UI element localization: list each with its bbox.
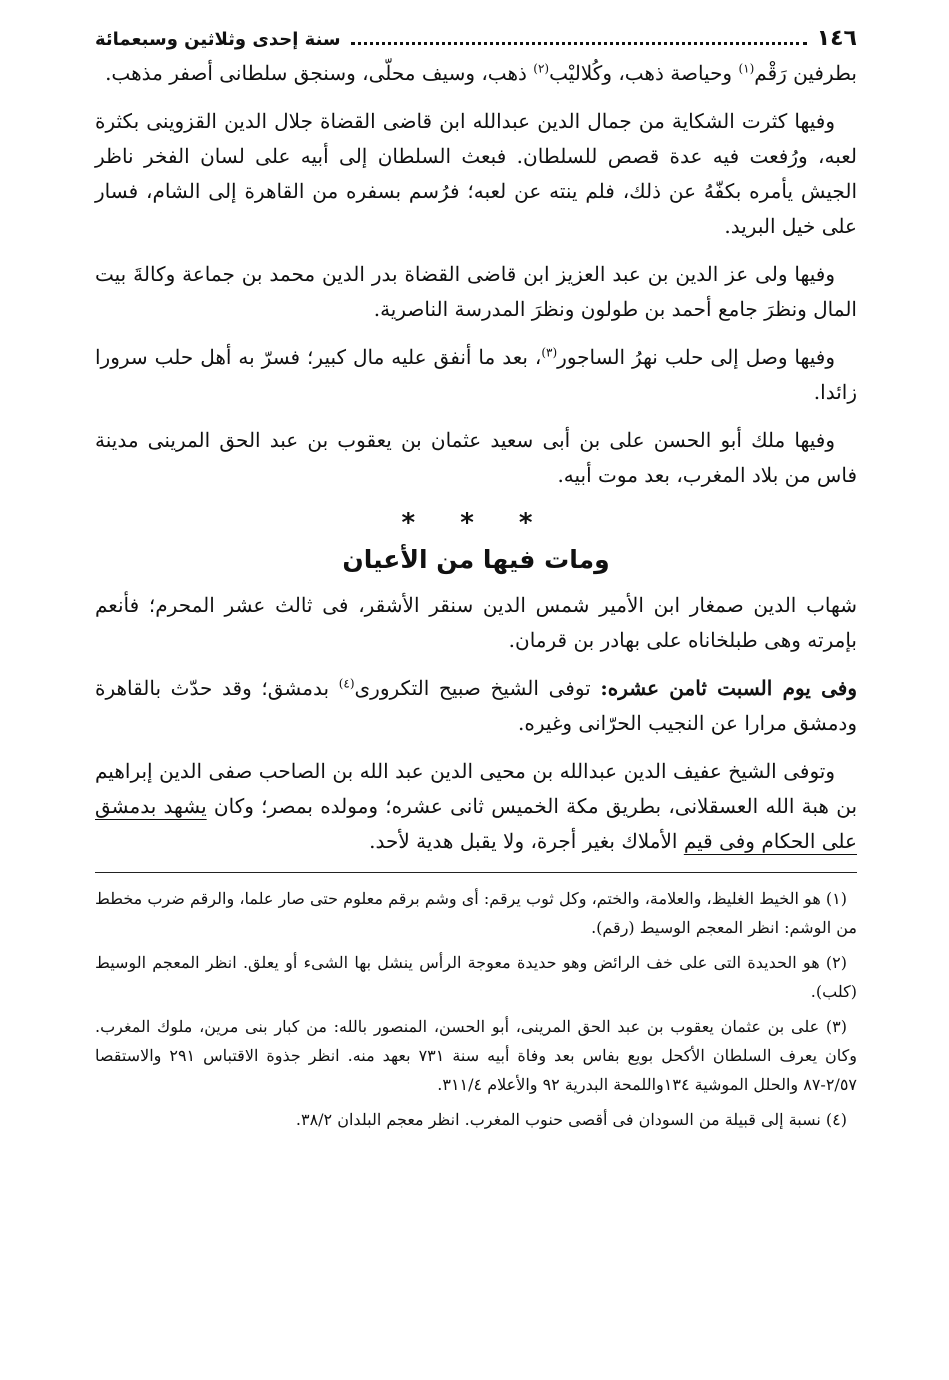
section-separator: * * * [401,508,551,538]
section-heading: ومات فيها من الأعيان [342,545,610,574]
leader-dots [351,24,807,45]
footnote-ref-4[interactable]: (٤) [338,676,355,691]
footnote-ref-1[interactable]: (١) [738,61,755,76]
death-entry-1: شهاب الدين صمغار ابن الأمير شمس الدين سنقر الأشقر، فى ثالث عشر المحرم؛ فأنعم بإمرته وهى طبلخاناه على بهادر بن قرمان. [95,593,857,652]
footnote-2: (٢) هو الحديدة التى على خف الرائض وهو حديدة معوجة الرأس ينشل بها الشىء أو يعلق. انظر المعجم الوسيط (كلب). [95,953,857,1001]
footnote-ref-2[interactable]: (٢) [533,61,550,76]
footnote-1: (١) هو الخيط الغليظ، والعلامة، والختم، وكل ثوب يرقم: أى وشم برقم معلوم حتى صار علما، والرقم ضرب مخطط من الوشم: انظر المعجم الوسيط (رقم). [95,889,857,937]
footnote-rule [95,872,857,874]
running-title: سنة إحدى وثلاثين وسبعمائة [95,29,341,50]
running-header [95,22,857,56]
paragraph-1 [95,56,857,91]
paragraph-1-text-a: بطرفين رَقْم [754,61,857,85]
paragraph-1-text-c: ذهب، وسيف محلّى، وسنجق سلطانى أصفر مذهب. [105,61,534,85]
underlined-phrase: يشهد بدمشق على الحكام وفى قيم [95,794,857,853]
paragraph-4 [95,340,857,410]
death-entry-3 [95,754,857,859]
page-number: ١٤٦ [816,26,857,51]
death-entry-3-text-a: وتوفى الشيخ عفيف الدين عبدالله بن محيى الدين عبد الله بن الصاحب صفى الدين إبراهيم بن هبة الله العسقلانى، بطريق مكة الخميس ثانى عشره؛ ومولده بمصر؛ وكان [95,759,858,818]
death-entry-3-text-b: الأملاك بغير أجرة، ولا يقبل هدية لأحد. [369,829,684,853]
paragraph-4-text-b: ، بعد ما أنفق عليه مال كبير؛ فسرّ به أهل حلب سرورا زائدا. [95,345,857,404]
footnote-ref-3[interactable]: (٣) [541,345,558,360]
book-page [95,22,857,1140]
paragraph-1-text-b: وحياصة ذهب، وكُلاليْب [549,61,739,85]
date-lead: وفى يوم السبت ثامن عشره: [600,676,857,700]
footnote-4: (٤) نسبة إلى قبيلة من السودان فى أقصى حنوب المغرب. انظر معجم البلدان ٣٨/٢. [295,1110,847,1129]
death-entry-2-text-b: بدمشق؛ وقد حدّث بالقاهرة ودمشق مرارا عن النجيب الحرّانى وغيره. [95,676,857,735]
death-entry-2-text-a: توفى الشيخ صبيح التكرورى [354,676,601,700]
footnote-3: (٣) على بن عثمان يعقوب بن عبد الحق المرينى، أبو الحسن، المنصور بالله: من كبار بنى مرين، ملوك المغرب. وكان يعرف السلطان الأكحل بويع بفاس بعد وفاة أبيه سنة ٧٣١ بعهد منه. انظر جذوة الاقتباس ٢٩١ والاستقصا ٢/٥٧-٨٧ والحلل الموشية ١٣٤واللمحة البدرية ٩٢ والأعلام ٣١١/٤. [95,1017,857,1094]
paragraph-4-text-a: وفيها وصل إلى حلب نهرُ الساجور [557,345,835,369]
death-entry-2 [95,671,857,741]
paragraph-3: وفيها ولى عز الدين بن عبد العزيز ابن قاضى القضاة بدر الدين محمد بن جماعة وكالةَ بيت المال ونظرَ جامع أحمد بن طولون ونظرَ المدرسة الناصرية. [95,262,857,321]
paragraph-2: وفيها كثرت الشكاية من جمال الدين عبدالله ابن قاضى القضاة جلال الدين القزوينى بكثرة لعبه، ورُفعت فيه عدة قصص للسلطان. فبعث السلطان إلى أبيه على لسان الفخر ناظر الجيش يأمره بكفّهُ عن ذلك، فلم ينته عن لعبه؛ فرُسم بسفره من القاهرة إلى الشام، فسار على خيل البريد. [95,109,857,238]
paragraph-5: وفيها ملك أبو الحسن على بن أبى سعيد عثمان بن يعقوب بن عبد الحق المرينى مدينة فاس من بلاد المغرب، بعد موت أبيه. [95,428,857,487]
